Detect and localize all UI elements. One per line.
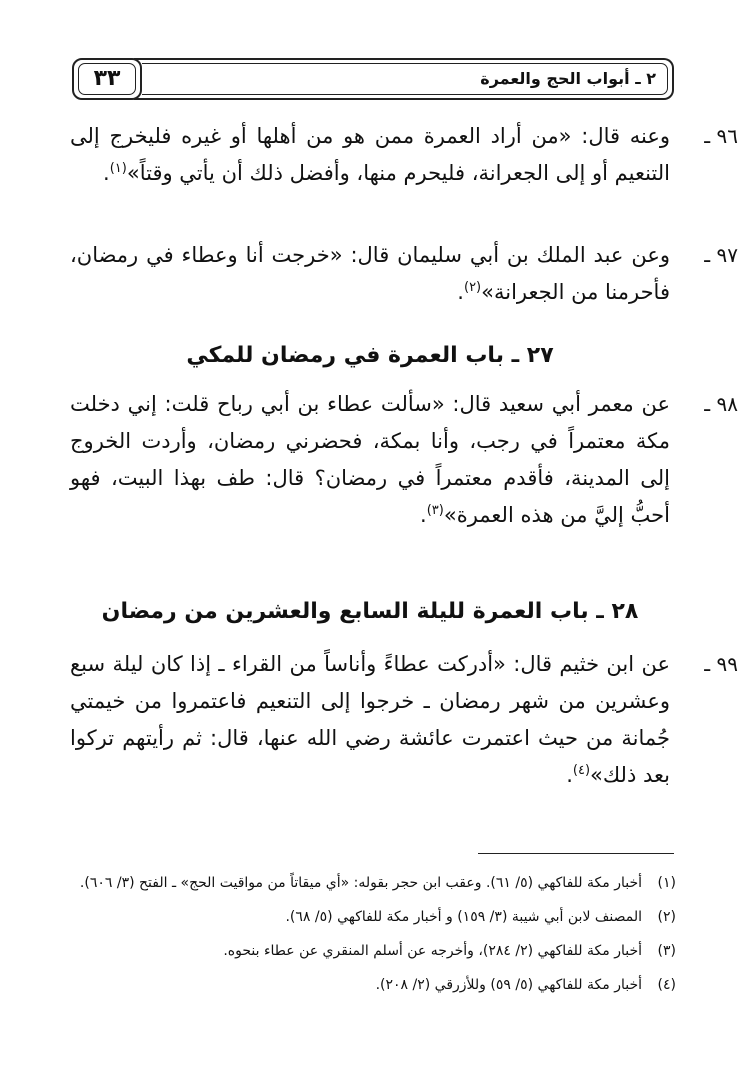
entry-end: . <box>457 280 464 304</box>
entry-end: . <box>566 763 573 787</box>
entry-end: . <box>103 161 110 185</box>
entry-text <box>70 386 670 534</box>
chapter-title: ٢ ـ أبواب الحج والعمرة <box>480 69 656 88</box>
entry-text <box>70 118 670 192</box>
hadith-entry-97 <box>70 237 738 311</box>
footnote-text: المصنف لابن أبي شيبة (٣/ ١٥٩) و أخبار مكة للفاكهي (٥/ ٦٨). <box>285 909 642 925</box>
footnotes <box>76 866 676 1002</box>
footnote-number: (٤) <box>657 977 676 993</box>
hadith-entry-99 <box>70 646 738 794</box>
entry-number: ٩٦ ـ <box>704 124 738 148</box>
footnote-number: (٢) <box>657 909 676 925</box>
hadith-entry-96 <box>70 118 738 192</box>
entry-text <box>70 646 670 794</box>
footnote-text: أخبار مكة للفاكهي (٥/ ٥٩) وللأزرقي (٢/ ٢٠٨). <box>375 977 642 993</box>
entry-number: ٩٧ ـ <box>704 243 738 267</box>
footnote-3 <box>76 934 676 968</box>
footnote-number: (١) <box>657 875 676 891</box>
running-header <box>72 58 674 106</box>
section-heading-28: ٢٨ ـ باب العمرة لليلة السابع والعشرين من رمضان <box>101 599 639 624</box>
footnote-ref: (٢) <box>463 280 482 295</box>
entry-body: عن معمر أبي سعيد قال: «سألت عطاء بن أبي رباح قلت: إني دخلت مكة معتمراً في رجب، وأنا بمكة، فحضرني رمضان، وأردت الخروج إلى المدينة، فأقدم معتمراً في رمضان؟ قال: طف بهذا البيت، فهو أحبُّ إليَّ من هذه العمرة» <box>70 392 670 527</box>
entry-end: . <box>420 503 427 527</box>
page-number: ٣٣ <box>93 66 121 91</box>
footnote-1 <box>76 866 676 900</box>
entry-body: وعنه قال: «من أراد العمرة ممن هو من أهلها أو غيره فليخرج إلى التنعيم أو إلى الجعرانة، فليحرم منها، وأفضل ذلك أن يأتي وقتاً» <box>70 124 670 185</box>
footnote-text: أخبار مكة للفاكهي (٢/ ٢٨٤)، وأخرجه عن أسلم المنقري عن عطاء بنحوه. <box>223 943 642 959</box>
entry-number: ٩٩ ـ <box>704 652 738 676</box>
entry-body: وعن عبد الملك بن أبي سليمان قال: «خرجت أنا وعطاء في رمضان، فأحرمنا من الجعرانة» <box>70 243 670 304</box>
footnote-ref: (٣) <box>426 503 444 518</box>
footnote-number: (٣) <box>657 943 676 959</box>
footnote-ref: (٤) <box>572 763 591 778</box>
footnote-separator <box>478 853 674 854</box>
footnote-2 <box>76 900 676 934</box>
entry-number: ٩٨ ـ <box>704 392 738 416</box>
hadith-entry-98 <box>70 386 738 534</box>
entry-body: عن ابن خثيم قال: «أدركت عطاءً وأناساً من القراء ـ إذا كان ليلة سبع وعشرين من شهر رمضان ـ خرجوا إلى التنعيم فاعتمروا من خيمتي جُمانة من حيث اعتمرت عائشة رضي الله عنها، قال: ثم رأيتهم تركوا بعد ذلك» <box>70 652 670 787</box>
section-heading-27: ٢٧ ـ باب العمرة في رمضان للمكي <box>186 343 554 368</box>
footnote-text: أخبار مكة للفاكهي (٥/ ٦١). وعقب ابن حجر بقوله: «أي ميقاتاً من مواقيت الحج» ـ الفتح (٣/ ٦٠٦). <box>79 875 642 891</box>
footnote-4 <box>76 968 676 1002</box>
entry-text <box>70 237 670 311</box>
footnote-ref: (١) <box>109 161 127 176</box>
